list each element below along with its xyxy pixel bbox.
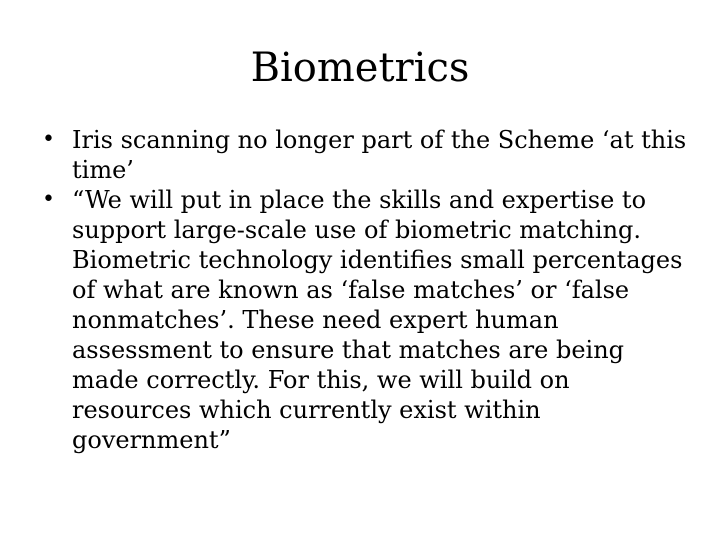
bullet-text: “We will put in place the skills and expertise to support large-scale use of biometric matching. Biometric technology identifies small percentages of what are known as ‘false matches’ or ‘false nonmatches’. These need expert human assessment to ensure that matches are being made correctly. For this, we will build on resources which currently exist within government” — [72, 186, 683, 454]
bullet-icon: • — [42, 127, 55, 152]
bullet-item-iris — [34, 125, 694, 185]
bullet-item-quote — [34, 185, 694, 455]
slide-title: Biometrics — [250, 45, 470, 91]
bullet-text: Iris scanning no longer part of the Scheme ‘at this time’ — [72, 126, 687, 184]
bullet-icon: • — [42, 187, 55, 212]
bullet-list — [34, 125, 694, 455]
